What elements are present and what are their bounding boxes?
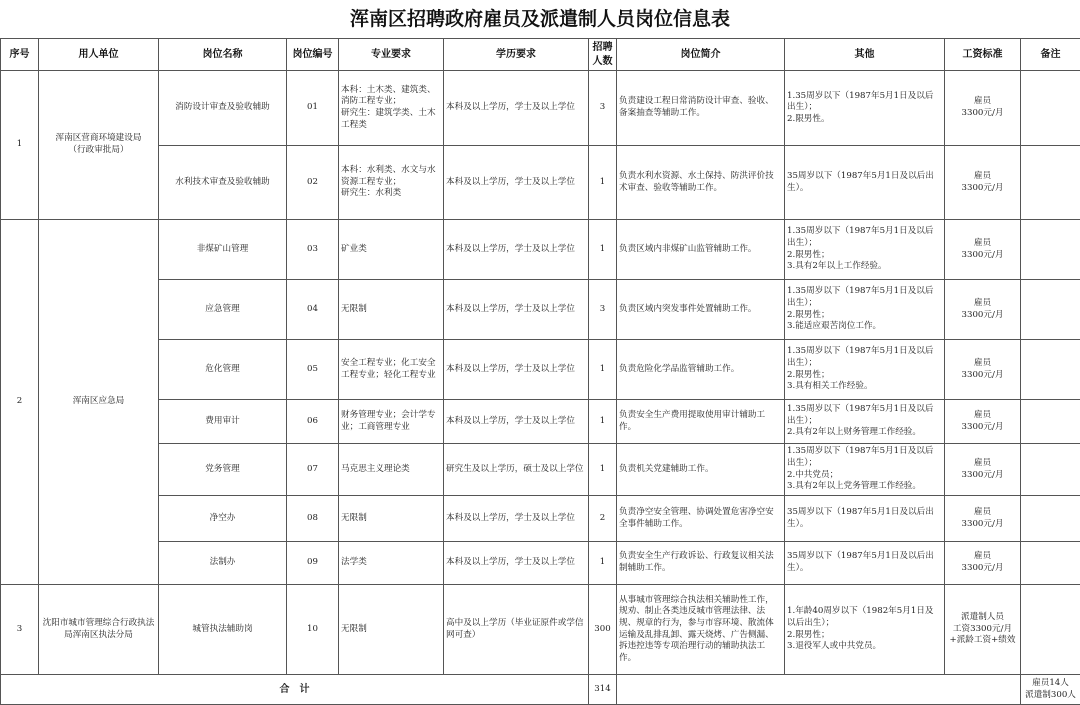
note: [1021, 71, 1080, 146]
header-note: 备注: [1021, 39, 1080, 71]
salary: 雇员 3300元/月: [945, 340, 1021, 400]
post-code: 08: [287, 496, 339, 542]
salary: 雇员 3300元/月: [945, 496, 1021, 542]
table-row: [1, 585, 1080, 675]
table-row: [1, 146, 1080, 220]
post-name: 非煤矿山管理: [159, 220, 287, 280]
other-req: 1.年龄40周岁以下（1982年5月1日及以后出生）； 2.限男性； 3.退役军人或中共党员。: [785, 585, 945, 675]
major-req: 矿业类: [339, 220, 444, 280]
table-row: [1, 400, 1080, 444]
note: [1021, 496, 1080, 542]
other-req: 35周岁以下（1987年5月1日及以后出生）。: [785, 146, 945, 220]
edu-req: 高中及以上学历（毕业证原件或学信网可查）: [444, 585, 589, 675]
post-name: 法制办: [159, 542, 287, 585]
unit-name: 浑南区应急局: [39, 220, 159, 585]
note: [1021, 340, 1080, 400]
edu-req: 本科及以上学历，学士及以上学位: [444, 146, 589, 220]
salary: 雇员 3300元/月: [945, 444, 1021, 496]
total-empty: [617, 675, 1021, 705]
other-req: 1.35周岁以下（1987年5月1日及以后出生）； 2.具有2年以上财务管理工作经验。: [785, 400, 945, 444]
unit-index: 2: [1, 220, 39, 585]
total-count: 314: [589, 675, 617, 705]
post-desc: 负责区域内非煤矿山监管辅助工作。: [617, 220, 785, 280]
post-code: 03: [287, 220, 339, 280]
total-label: 合 计: [1, 675, 589, 705]
unit-name: 沈阳市城市管理综合行政执法局浑南区执法分局: [39, 585, 159, 675]
edu-req: 本科及以上学历，学士及以上学位: [444, 542, 589, 585]
page-title: 浑南区招聘政府雇员及派遣制人员岗位信息表: [0, 0, 1080, 38]
header-edu: 学历要求: [444, 39, 589, 71]
post-desc: 负责安全生产行政诉讼、行政复议相关法制辅助工作。: [617, 542, 785, 585]
hire-count: 1: [589, 220, 617, 280]
post-name: 水利技术审查及验收辅助: [159, 146, 287, 220]
hire-count: 300: [589, 585, 617, 675]
hire-count: 1: [589, 444, 617, 496]
header-post: 岗位名称: [159, 39, 287, 71]
post-desc: 负责净空安全管理、协调处置危害净空安全事件辅助工作。: [617, 496, 785, 542]
other-req: 35周岁以下（1987年5月1日及以后出生）。: [785, 542, 945, 585]
post-desc: 负责建设工程日常消防设计审查、验收、备案抽查等辅助工作。: [617, 71, 785, 146]
note: [1021, 146, 1080, 220]
edu-req: 本科及以上学历，学士及以上学位: [444, 280, 589, 340]
salary: 雇员 3300元/月: [945, 400, 1021, 444]
post-name: 净空办: [159, 496, 287, 542]
hire-count: 1: [589, 340, 617, 400]
edu-req: 本科及以上学历，学士及以上学位: [444, 400, 589, 444]
salary: 雇员 3300元/月: [945, 71, 1021, 146]
post-name: 危化管理: [159, 340, 287, 400]
post-code: 04: [287, 280, 339, 340]
note: [1021, 280, 1080, 340]
unit-index: 3: [1, 585, 39, 675]
note: [1021, 444, 1080, 496]
unit-name: 浑南区营商环境建设局 （行政审批局）: [39, 71, 159, 220]
hire-count: 1: [589, 146, 617, 220]
major-req: 马克思主义理论类: [339, 444, 444, 496]
major-req: 财务管理专业；会计学专业；工商管理专业: [339, 400, 444, 444]
post-code: 06: [287, 400, 339, 444]
other-req: 1.35周岁以下（1987年5月1日及以后出生）； 2.限男性； 3.具有2年以上工作经验。: [785, 220, 945, 280]
post-name: 城管执法辅助岗: [159, 585, 287, 675]
other-req: 35周岁以下（1987年5月1日及以后出生）。: [785, 496, 945, 542]
major-req: 无限制: [339, 496, 444, 542]
header-row: [1, 39, 1080, 71]
other-req: 1.35周岁以下（1987年5月1日及以后出生）； 2.限男性； 3.具有相关工作经验。: [785, 340, 945, 400]
salary: 雇员 3300元/月: [945, 146, 1021, 220]
table-row: [1, 542, 1080, 585]
table-row: [1, 220, 1080, 280]
salary: 雇员 3300元/月: [945, 280, 1021, 340]
post-code: 01: [287, 71, 339, 146]
hire-count: 3: [589, 71, 617, 146]
major-req: 安全工程专业；化工安全工程专业；轻化工程专业: [339, 340, 444, 400]
post-code: 07: [287, 444, 339, 496]
header-major: 专业要求: [339, 39, 444, 71]
major-req: 本科：土木类、建筑类、消防工程专业； 研究生：建筑学类、土木工程类: [339, 71, 444, 146]
total-row: [1, 675, 1080, 705]
table-row: [1, 71, 1080, 146]
unit-index: 1: [1, 71, 39, 220]
table-row: [1, 496, 1080, 542]
header-unit: 用人单位: [39, 39, 159, 71]
post-code: 10: [287, 585, 339, 675]
salary: 雇员 3300元/月: [945, 220, 1021, 280]
other-req: 1.35周岁以下（1987年5月1日及以后出生）； 2.限男性。: [785, 71, 945, 146]
header-salary: 工资标准: [945, 39, 1021, 71]
other-req: 1.35周岁以下（1987年5月1日及以后出生）； 2.限男性； 3.能适应艰苦岗位工作。: [785, 280, 945, 340]
salary: 派遣制人员 工资3300元/月+派龄工资+绩效: [945, 585, 1021, 675]
post-code: 05: [287, 340, 339, 400]
major-req: 法学类: [339, 542, 444, 585]
hire-count: 2: [589, 496, 617, 542]
post-desc: 从事城市管理综合执法相关辅助性工作，规劝、制止各类违反城市管理法律、法规、规章的行为，参与市容环境、散流体运输及乱排乱卸、露天烧烤、广告侧漏、拆违控违等专项治理行动的辅助执法工作。: [617, 585, 785, 675]
other-req: 1.35周岁以下（1987年5月1日及以后出生）； 2.中共党员； 3.具有2年以上党务管理工作经验。: [785, 444, 945, 496]
table-row: [1, 444, 1080, 496]
header-code: 岗位编号: [287, 39, 339, 71]
note: [1021, 400, 1080, 444]
hire-count: 1: [589, 400, 617, 444]
post-desc: 负责危险化学品监管辅助工作。: [617, 340, 785, 400]
hire-count: 3: [589, 280, 617, 340]
table-row: [1, 280, 1080, 340]
post-desc: 负责机关党建辅助工作。: [617, 444, 785, 496]
post-code: 02: [287, 146, 339, 220]
position-table: [0, 38, 1080, 705]
note: [1021, 585, 1080, 675]
total-note: 雇员14人 派遣制300人: [1021, 675, 1080, 705]
header-index: 序号: [1, 39, 39, 71]
note: [1021, 542, 1080, 585]
post-name: 费用审计: [159, 400, 287, 444]
edu-req: 本科及以上学历，学士及以上学位: [444, 71, 589, 146]
edu-req: 本科及以上学历，学士及以上学位: [444, 220, 589, 280]
salary: 雇员 3300元/月: [945, 542, 1021, 585]
header-count: 招聘人数: [589, 39, 617, 71]
edu-req: 本科及以上学历，学士及以上学位: [444, 340, 589, 400]
post-code: 09: [287, 542, 339, 585]
post-desc: 负责水利水资源、水土保持、防洪评价技术审查、验收等辅助工作。: [617, 146, 785, 220]
post-desc: 负责区域内突发事件处置辅助工作。: [617, 280, 785, 340]
table-row: [1, 340, 1080, 400]
note: [1021, 220, 1080, 280]
post-name: 消防设计审查及验收辅助: [159, 71, 287, 146]
post-name: 应急管理: [159, 280, 287, 340]
post-desc: 负责安全生产费用提取使用审计辅助工作。: [617, 400, 785, 444]
header-desc: 岗位简介: [617, 39, 785, 71]
major-req: 无限制: [339, 585, 444, 675]
header-other: 其他: [785, 39, 945, 71]
major-req: 无限制: [339, 280, 444, 340]
edu-req: 本科及以上学历，学士及以上学位: [444, 496, 589, 542]
hire-count: 1: [589, 542, 617, 585]
major-req: 本科：水利类、水文与水资源工程专业； 研究生：水利类: [339, 146, 444, 220]
post-name: 党务管理: [159, 444, 287, 496]
edu-req: 研究生及以上学历，硕士及以上学位: [444, 444, 589, 496]
